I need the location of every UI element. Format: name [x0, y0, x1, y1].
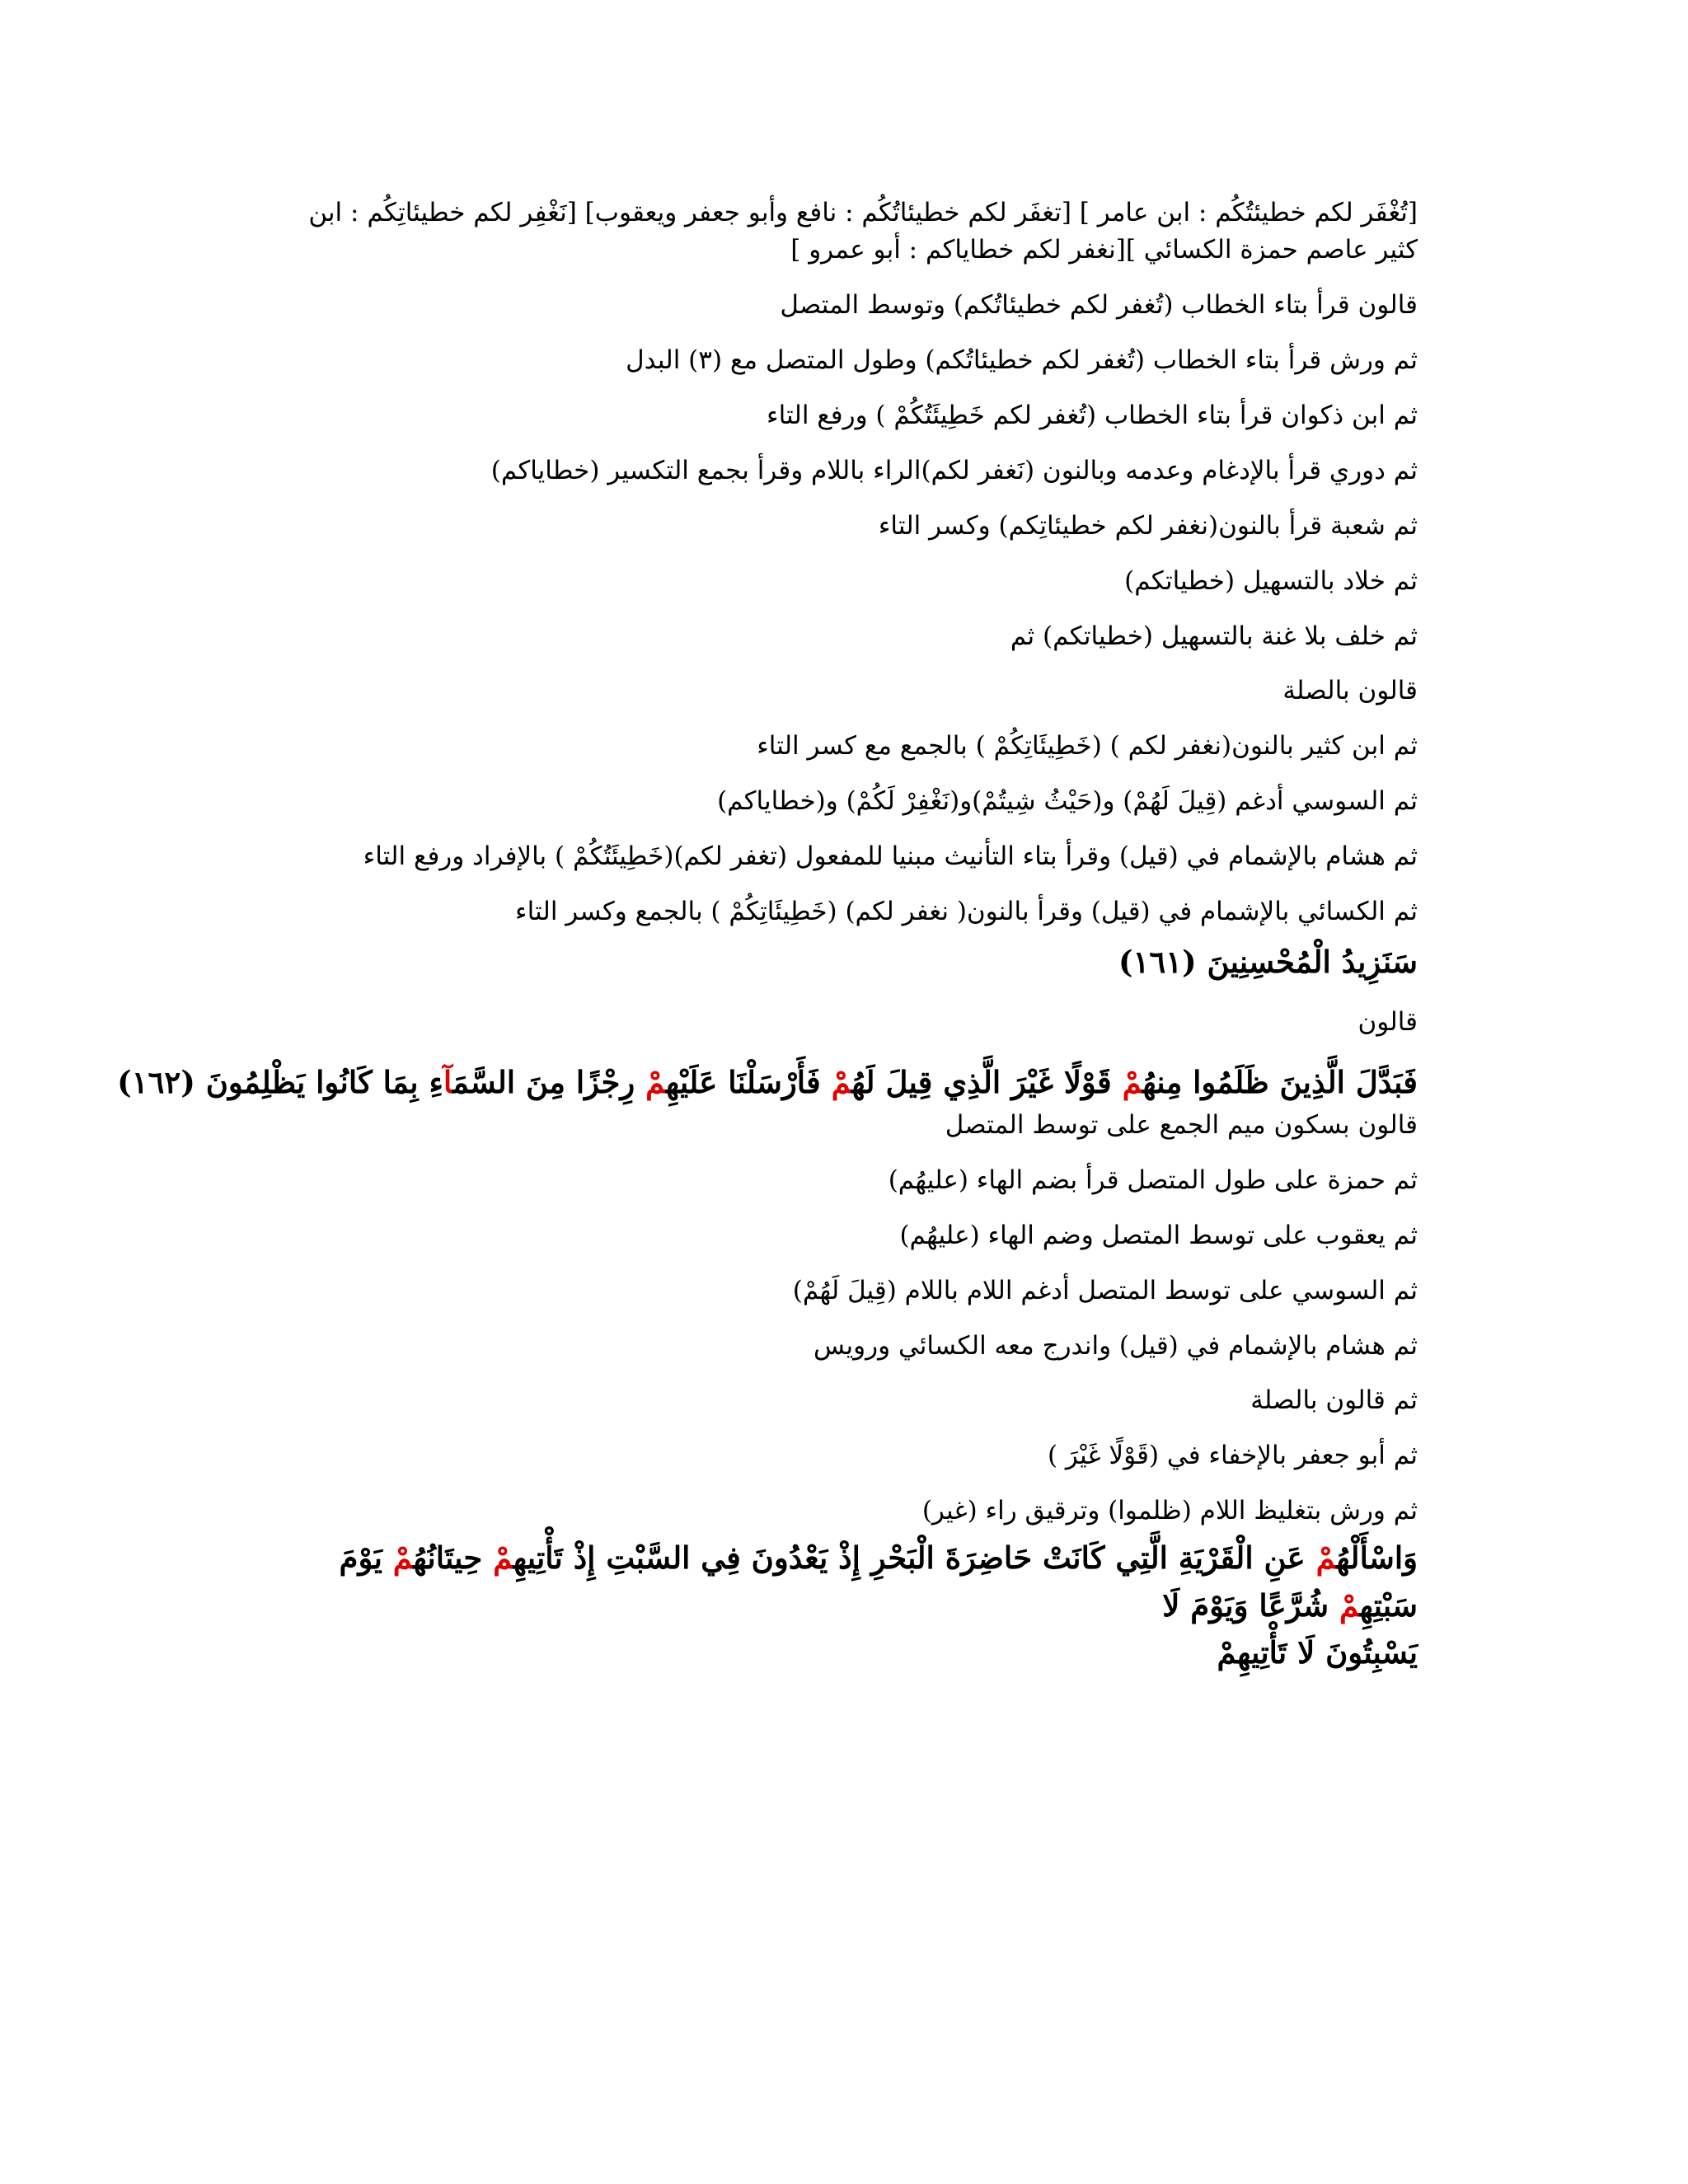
- ayah-text: عَنِ الْقَرْيَةِ الَّتِي كَانَتْ حَاضِرَةَ الْبَحْرِ إِذْ يَعْدُونَ فِي السَّبْتِ إِذْ تَأْتِيهِ: [513, 1540, 1316, 1577]
- ayah-162: [117, 1059, 1418, 1106]
- reading-line: ثم حمزة على طول المتصل قرأ بضم الهاء (عليهُم): [888, 1165, 1418, 1195]
- ayah-161: سَنَزِيدُ الْمُحْسِنِينَ (١٦١): [1118, 944, 1418, 981]
- ayah-text: وَاسْأَلْهُ: [1336, 1540, 1418, 1577]
- ayah-text: شُرَّعًا وَيَوْمَ لَا: [1162, 1586, 1339, 1624]
- highlight-mim: مْ: [1339, 1586, 1360, 1624]
- ayah-text: فَبَدَّلَ الَّذِينَ ظَلَمُوا مِنهُ: [1142, 1064, 1418, 1101]
- reading-line: ثم يعقوب على توسط المتصل وضم الهاء (عليهُم): [899, 1220, 1418, 1250]
- reading-line: ثم قالون بالصلة: [1250, 1385, 1418, 1416]
- ayah-text: قَوْلًا غَيْرَ الَّذِي قِيلَ لَهُ: [851, 1064, 1123, 1101]
- ayah-163: [272, 1535, 1418, 1676]
- reading-line: ثم الكسائي بالإشمام في (قيل) وقرأ بالنون( نغفر لكم) (خَطِيئَاتِكُمْ ) بالجمع وكسر التاء: [515, 897, 1418, 927]
- ayah-text: حِيتَانُهُ: [413, 1540, 494, 1577]
- reading-line: ثم هشام بالإشمام في (قيل) واندرج معه الكسائي ورويس: [814, 1330, 1418, 1361]
- highlight-mim: مْ: [1315, 1540, 1337, 1577]
- reading-line: قالون بالصلة: [1282, 676, 1418, 706]
- ayah-text: يَسْبِتُونَ لَا تَأْتِيهِمْ: [1217, 1633, 1418, 1671]
- ayah-text: رِجْزًا مِنَ السَّمَ: [452, 1064, 646, 1101]
- reading-line: ثم ابن كثير بالنون(نغفر لكم ) (خَطِيئَاتِكُمْ ) بالجمع مع كسر التاء: [757, 731, 1418, 762]
- intro-line: [تُغْفَر لكم خطيئتُكُم : ابن عامر ] [تغفَر لكم خطيئاتُكُم : نافع وأبو جعفر ويعقوب] [نَغْفِر لكم خطيئاتِكُم : ابن: [308, 198, 1418, 227]
- intro-line: كثير عاصم حمزة الكسائي ][نغفر لكم خطاياكم : أبو عمرو ]: [790, 234, 1418, 265]
- highlight-mim: مْ: [392, 1540, 414, 1577]
- highlight-mim: مْ: [1122, 1064, 1143, 1101]
- reading-line: ثم ورش بتغليظ اللام (ظلموا) وترقيق راء (غير): [921, 1496, 1418, 1526]
- highlight-mim: مْ: [645, 1064, 666, 1101]
- highlight-mim: مْ: [831, 1064, 852, 1101]
- reading-line: ثم ورش قرأ بتاء الخطاب (تُغفر لكم خطيئاتُكم) وطول المتصل مع (٣) البدل: [626, 344, 1418, 375]
- reading-line: ثم دوري قرأ بالإدغام وعدمه وبالنون (نَغفر لكم)الراء باللام وقرأ بجمع التكسير (خطاياكم): [490, 455, 1418, 485]
- reading-line: ثم ابن ذكوان قرأ بتاء الخطاب (تُغفر لكم خَطِيئَتُكُمْ ) ورفع التاء: [767, 400, 1418, 430]
- highlight-madd: آ: [443, 1064, 453, 1101]
- document-page: [117, 194, 1418, 1676]
- reading-line: ثم أبو جعفر بالإخفاء في (قَوْلًا غَيْرَ ): [1047, 1441, 1418, 1471]
- reading-line: ثم شعبة قرأ بالنون(نغفر لكم خطيئاتِكم) وكسر التاء: [878, 510, 1418, 541]
- reading-line: ثم السوسي على توسط المتصل أدغم اللام باللام (قِيلَ لَهُمْ): [792, 1275, 1418, 1305]
- ayah-text: فَأَرْسَلْنَا عَلَيْهِ: [665, 1064, 832, 1101]
- highlight-mim: مْ: [493, 1540, 513, 1577]
- reading-line: قالون قرأ بتاء الخطاب (تُغفر لكم خطيئاتُكم) وتوسط المتصل: [780, 289, 1418, 320]
- ayah-text: يَوْمَ سَبْتِهِ: [339, 1540, 1418, 1624]
- readings-block-1: [272, 287, 1418, 930]
- intro-paragraph: [272, 194, 1418, 269]
- qalun-label: قالون: [1357, 1007, 1418, 1038]
- ayah-text: ءِ بِمَا كَانُوا يَظْلِمُونَ (١٦٢): [117, 1064, 443, 1101]
- reading-line: ثم خلف بلا غنة بالتسهيل (خطياتكم) ثم: [1010, 621, 1418, 651]
- reading-line: ثم هشام بالإشمام في (قيل) وقرأ بتاء التأنيث مبنيا للمفعول (تغفر لكم)(خَطِيئَتُكُمْ ) بالإفراد ورفع التاء: [363, 841, 1418, 872]
- readings-block-2: [272, 1107, 1418, 1530]
- reading-line: ثم خلاد بالتسهيل (خطياتكم): [1124, 565, 1418, 596]
- reading-line: قالون بسكون ميم الجمع على توسط المتصل: [945, 1109, 1418, 1140]
- reading-line: ثم السوسي أدغم (قِيلَ لَهُمْ) و(حَيْثُ شِيتُمْ)و(نَغْفِرْ لَكُمْ) و(خطاياكم): [717, 786, 1418, 817]
